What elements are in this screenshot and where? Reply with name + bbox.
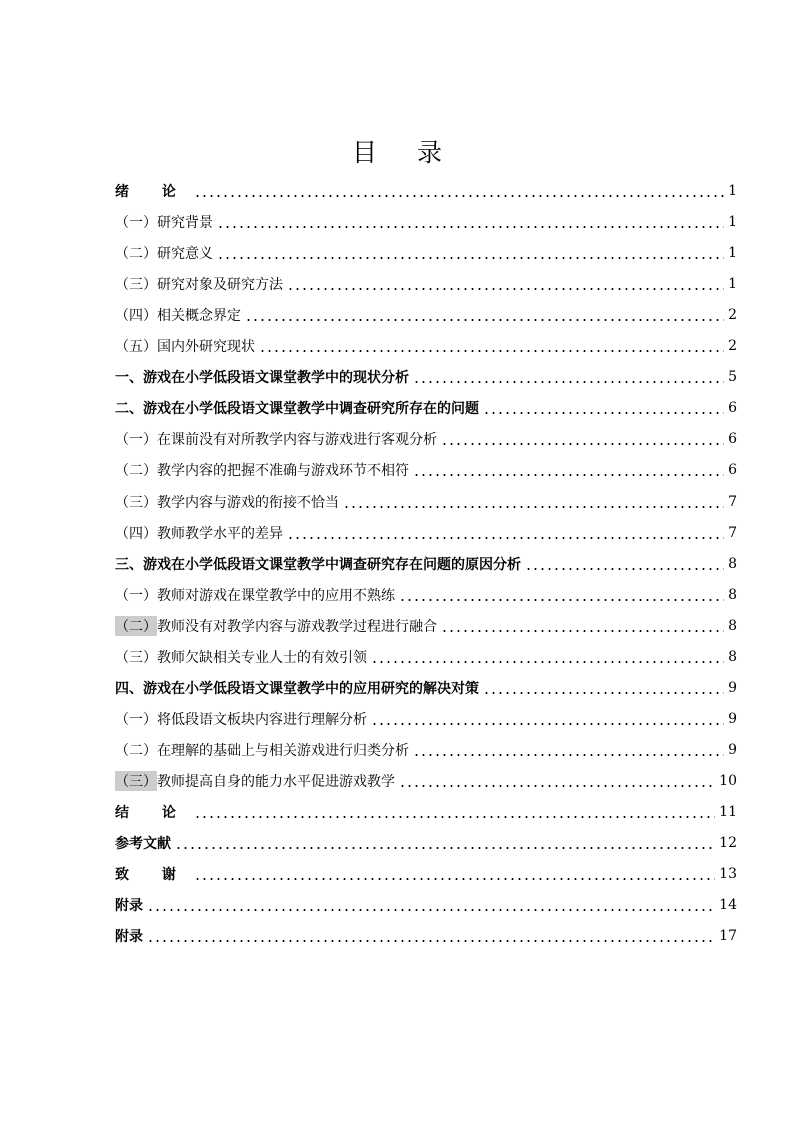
toc-leader-dots	[413, 381, 724, 383]
toc-entry-title: 结 论	[115, 805, 190, 821]
toc-entry-number: （二）	[115, 463, 157, 480]
toc-entry-page-number: 1	[728, 245, 737, 262]
toc-entry-page-number: 1	[728, 276, 737, 293]
toc-entry[interactable]	[115, 393, 737, 423]
toc-entry[interactable]	[115, 859, 737, 889]
toc-entry-page-number: 9	[728, 741, 737, 758]
toc-entry[interactable]	[115, 176, 737, 206]
toc-entry-number: （一）	[115, 711, 157, 728]
toc-entry-title: 三、游戏在小学低段语文课堂教学中调查研究存在问题的原因分析	[115, 556, 521, 573]
toc-entry-title: 研究背景	[157, 215, 213, 232]
toc-leader-dots	[217, 226, 724, 228]
toc-leader-dots	[441, 443, 724, 445]
toc-entry-page-number: 8	[728, 648, 737, 665]
toc-entry[interactable]	[115, 300, 737, 330]
toc-entry[interactable]	[115, 424, 737, 454]
toc-entry-page-number: 1	[728, 214, 737, 231]
toc-entry-title: 致 谢	[115, 867, 190, 884]
toc-entry-page-number: 9	[728, 710, 737, 727]
toc-entry-page-number: 7	[728, 524, 737, 541]
toc-leader-dots	[525, 568, 724, 570]
toc-entry-page-number: 13	[719, 866, 737, 883]
toc-entry-page-number: 12	[719, 835, 737, 852]
toc-entry-title: 附录	[115, 929, 143, 946]
toc-entry-number: （一）	[115, 215, 157, 232]
toc-leader-dots	[399, 599, 724, 601]
toc-entry-number: （二）	[115, 616, 157, 636]
toc-leader-dots	[245, 319, 724, 321]
toc-entry-page-number: 8	[728, 555, 737, 572]
toc-entry[interactable]	[115, 487, 737, 517]
toc-entry-number: （三）	[115, 277, 157, 294]
toc-entry-number: （一）	[115, 432, 157, 449]
toc-entry-number: （三）	[115, 771, 157, 791]
toc-entry-page-number: 11	[719, 804, 737, 820]
toc-entry-page-number: 8	[728, 617, 737, 634]
toc-leader-dots	[175, 847, 715, 849]
toc-entry[interactable]	[115, 828, 737, 858]
toc-entry-page-number: 2	[728, 307, 737, 324]
toc-entry-title: 在课前没有对所教学内容与游戏进行客观分析	[157, 432, 437, 449]
toc-entry-page-number: 14	[719, 897, 737, 914]
toc-entry-title: 研究对象及研究方法	[157, 277, 283, 294]
toc-leader-dots	[483, 412, 724, 414]
toc-entry[interactable]	[115, 455, 737, 485]
toc-entry[interactable]	[115, 549, 737, 579]
toc-leader-dots	[441, 630, 724, 632]
toc-entry-page-number: 2	[728, 338, 737, 355]
toc-entry-title: 教学内容的把握不准确与游戏环节不相符	[157, 463, 409, 480]
toc-entry-number: （五）	[115, 339, 157, 356]
toc-entry[interactable]	[115, 704, 737, 734]
toc-leader-dots	[287, 288, 724, 290]
toc-entry-number: （四）	[115, 308, 157, 325]
toc-leader-dots	[217, 257, 724, 259]
toc-leader-dots	[399, 785, 715, 787]
toc-entry[interactable]	[115, 269, 737, 299]
toc-entry[interactable]	[115, 611, 737, 641]
toc-entry-title: 一、游戏在小学低段语文课堂教学中的现状分析	[115, 370, 409, 387]
toc-entry-number: （四）	[115, 525, 157, 542]
toc-entry[interactable]	[115, 642, 737, 672]
toc-leader-dots	[194, 878, 715, 880]
toc-leader-dots	[483, 692, 724, 694]
toc-leader-dots	[343, 506, 724, 508]
toc-entry-title: 二、游戏在小学低段语文课堂教学中调查研究所存在的问题	[115, 401, 479, 418]
toc-entry[interactable]	[115, 921, 737, 951]
toc-leader-dots	[147, 940, 715, 942]
toc-title-left: 目	[351, 138, 377, 167]
toc-entry-page-number: 6	[728, 431, 737, 448]
toc-leader-dots	[371, 723, 724, 725]
toc-entry[interactable]	[115, 331, 737, 361]
toc-entry-title: 相关概念界定	[157, 308, 241, 325]
toc-entry[interactable]	[115, 362, 737, 392]
toc-entry-page-number: 17	[719, 928, 737, 945]
toc-leader-dots	[194, 816, 715, 818]
toc-entry-title: 将低段语文板块内容进行理解分析	[157, 711, 367, 728]
toc-entry-title: 附录	[115, 898, 143, 915]
toc-entry-page-number: 7	[728, 493, 737, 510]
toc-leader-dots	[371, 661, 724, 663]
toc-leader-dots	[147, 909, 715, 911]
toc-title-right: 录	[417, 138, 443, 167]
toc-entry-page-number: 6	[728, 400, 737, 417]
toc-entry-page-number: 8	[728, 586, 737, 603]
toc-entry-title: 绪 论	[115, 184, 190, 200]
toc-entry-title: 国内外研究现状	[157, 339, 255, 356]
toc-entry-number: （一）	[115, 587, 157, 604]
toc-entry-title: 教师没有对教学内容与游戏教学过程进行融合	[157, 618, 437, 635]
toc-leader-dots	[413, 474, 724, 476]
toc-entry-page-number: 9	[728, 679, 737, 696]
toc-entry-title: 教师提高自身的能力水平促进游戏教学	[157, 773, 395, 790]
toc-entry-page-number: 10	[719, 772, 737, 789]
toc-entry[interactable]	[115, 580, 737, 610]
toc-entry-title: 教学内容与游戏的衔接不恰当	[157, 494, 339, 511]
toc-entry-page-number: 5	[728, 369, 737, 386]
toc-entry-title: 四、游戏在小学低段语文课堂教学中的应用研究的解决对策	[115, 680, 479, 697]
toc-entry-title: 教师对游戏在课堂教学中的应用不熟练	[157, 587, 395, 604]
toc-entry-number: （三）	[115, 649, 157, 666]
toc-entry[interactable]	[115, 673, 737, 703]
toc-entry[interactable]	[115, 238, 737, 268]
toc-entry-page-number: 1	[728, 183, 737, 199]
toc-title	[0, 133, 794, 169]
toc-entry[interactable]	[115, 797, 737, 827]
toc-entry-number: （二）	[115, 742, 157, 759]
toc-entry-page-number: 6	[728, 462, 737, 479]
toc-entry-title: 教师教学水平的差异	[157, 525, 283, 542]
toc-leader-dots	[259, 350, 724, 352]
toc-leader-dots	[194, 195, 724, 197]
toc-entry[interactable]	[115, 890, 737, 920]
toc-entry-title: 在理解的基础上与相关游戏进行归类分析	[157, 742, 409, 759]
toc-entry[interactable]	[115, 207, 737, 237]
toc-entry-title: 研究意义	[157, 246, 213, 263]
toc-entry[interactable]	[115, 735, 737, 765]
toc-entry-title: 参考文献	[115, 836, 171, 853]
toc-leader-dots	[287, 537, 724, 539]
toc-leader-dots	[413, 754, 724, 756]
toc-entry-number: （二）	[115, 246, 157, 263]
toc-entry-title: 教师欠缺相关专业人士的有效引领	[157, 649, 367, 666]
toc-entry[interactable]	[115, 518, 737, 548]
toc-entry-number: （三）	[115, 494, 157, 511]
toc-entry[interactable]	[115, 766, 737, 796]
